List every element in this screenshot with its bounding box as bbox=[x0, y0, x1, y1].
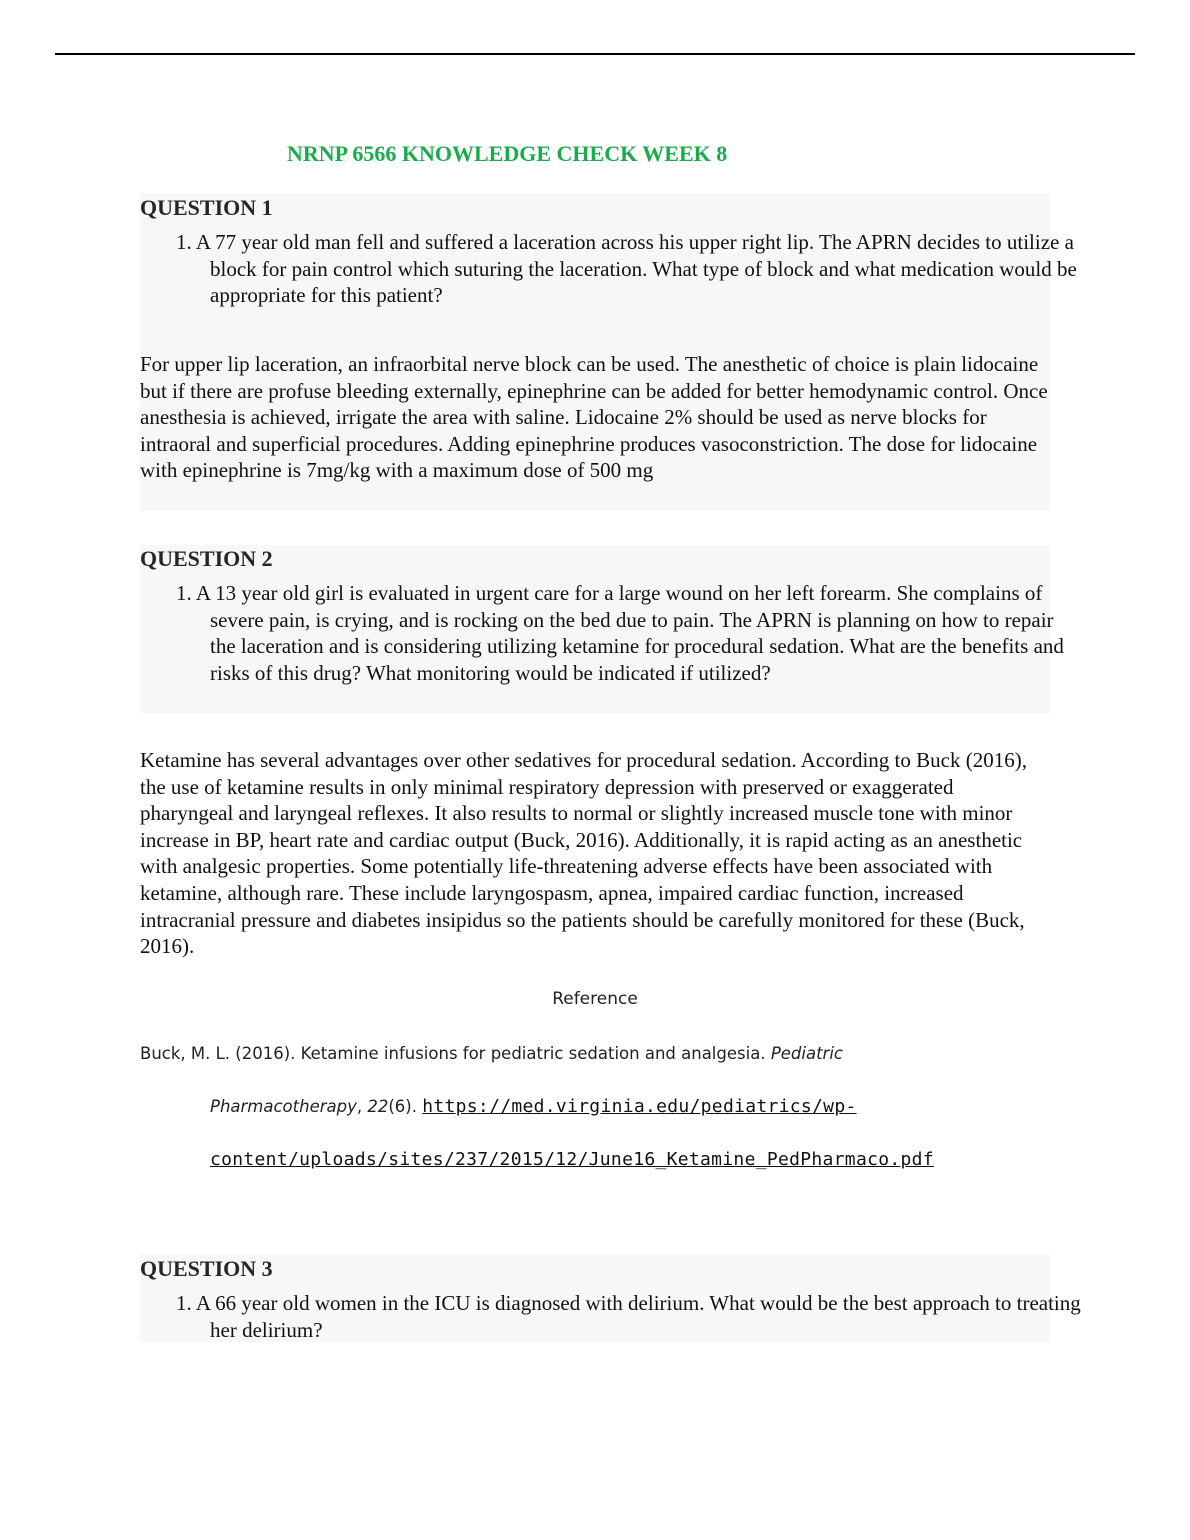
question-2-number: 1. bbox=[176, 581, 192, 605]
document-title: NRNP 6566 KNOWLEDGE CHECK WEEK 8 bbox=[287, 141, 728, 166]
question-1-heading: QUESTION 1 bbox=[140, 195, 273, 220]
header-rule bbox=[55, 53, 1135, 55]
question-1-answer: For upper lip laceration, an infraorbital nerve block can be used. The anesthetic of choice is plain lidocaine but if there are profuse bleeding externally, epinephrine can be added for better hemodynamic control. Once anesthesia is achieved, irrigate the area with saline. Lidocaine 2% should be used as nerve blocks for intraoral and superficial procedures. Adding epinephrine produces vasoconstriction. The dose for lidocaine with epinephrine is 7mg/kg with a maximum dose of 500 mg bbox=[140, 352, 1048, 483]
reference-url-link-part1[interactable]: https://med.virginia.edu/pediatrics/wp- bbox=[422, 1096, 857, 1117]
reference-volume: 22 bbox=[367, 1097, 389, 1116]
question-2-answer: Ketamine has several advantages over other sedatives for procedural sedation. According to Buck (2016), the use of ketamine results in only minimal respiratory depression with preserved or exaggerated pharyngeal and laryngeal reflexes. It also results to normal or slightly increased muscle tone with minor increase in BP, heart rate and cardiac output (Buck, 2016). Additionally, it is rapid acting as an anesthetic with analgesic properties. Some potentially life-threatening adverse effects have been associated with ketamine, although rare. These include laryngospasm, apnea, impaired cardiac function, increased intracranial pressure and diabetes insipidus so the patients should be carefully monitored for these (Buck, 2016). bbox=[140, 748, 1027, 959]
reference-url-link-part2[interactable]: content/uploads/sites/237/2015/12/June16_Ketamine_PedPharmaco.pdf bbox=[210, 1149, 934, 1170]
question-1-text: A 77 year old man fell and suffered a laceration across his upper right lip. The APRN decides to utilize a block for pain control which suturing the laceration. What type of block and what medication would be appropriate for this patient? bbox=[195, 230, 1077, 307]
question-3-text: A 66 year old women in the ICU is diagnosed with delirium. What would be the best approach to treating her delirium? bbox=[195, 1291, 1081, 1342]
reference-issue: (6). bbox=[388, 1097, 423, 1116]
reference-citation-line-2 bbox=[210, 1096, 857, 1117]
reference-heading: Reference bbox=[552, 989, 638, 1009]
question-1-prompt bbox=[176, 229, 1084, 309]
question-3-number: 1. bbox=[176, 1291, 192, 1315]
question-3-prompt bbox=[176, 1290, 1084, 1343]
question-1-number: 1. bbox=[176, 230, 192, 254]
reference-citation-line-3 bbox=[210, 1149, 934, 1170]
question-2-text: A 13 year old girl is evaluated in urgent care for a large wound on her left forearm. She complains of severe pain, is crying, and is rocking on the bed due to pain. The APRN is planning on how to repair the laceration and is considering utilizing ketamine for procedural sedation. What are the benefits and risks of this drug? What monitoring would be indicated if utilized? bbox=[195, 581, 1064, 685]
reference-citation-text: Buck, M. L. (2016). Ketamine infusions for pediatric sedation and analgesia. bbox=[140, 1044, 771, 1063]
question-3-heading: QUESTION 3 bbox=[140, 1256, 273, 1281]
reference-citation-line-1 bbox=[140, 1044, 843, 1063]
question-2-heading: QUESTION 2 bbox=[140, 546, 273, 571]
reference-journal-part1: Pediatric bbox=[770, 1044, 843, 1063]
question-2-prompt bbox=[176, 580, 1084, 686]
reference-separator: , bbox=[356, 1097, 368, 1116]
reference-journal-part2: Pharmacotherapy bbox=[210, 1097, 357, 1116]
